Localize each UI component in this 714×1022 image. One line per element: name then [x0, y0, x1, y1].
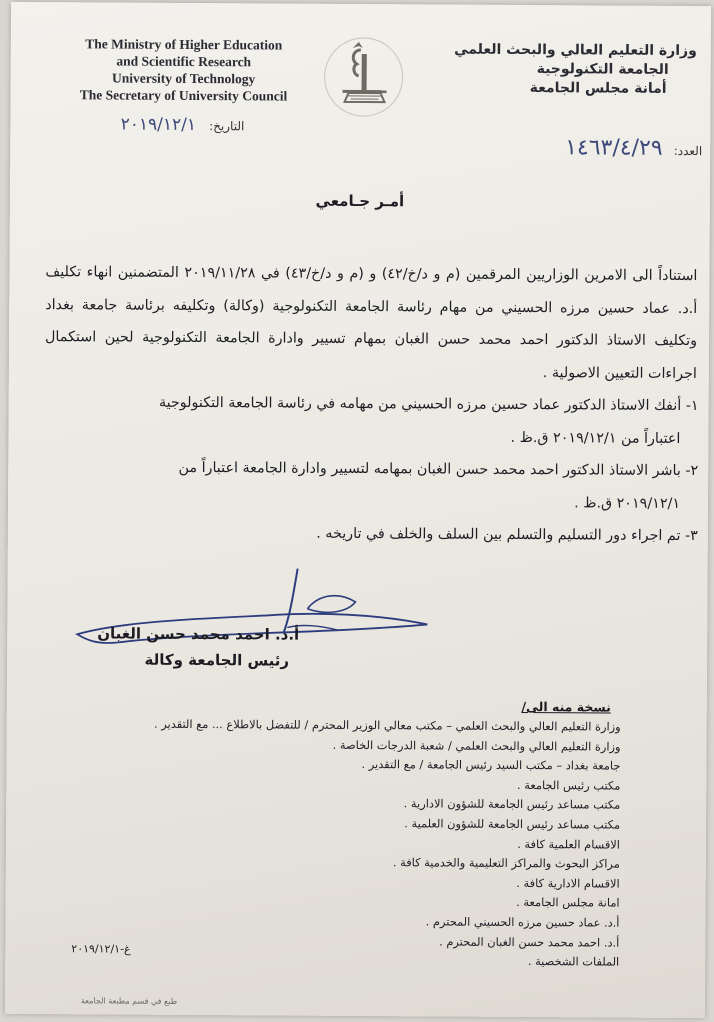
signature-block	[89, 620, 299, 673]
copy-recipient: مكتب مساعد رئيس الجامعة للشؤون العلمية .	[404, 816, 621, 832]
number-value: ١٤٦٣/٤/٢٩	[565, 135, 663, 161]
header-en-line: University of Technology	[111, 70, 256, 87]
number-field	[502, 135, 702, 161]
header-en-line: The Ministry of Higher Education	[85, 36, 283, 53]
copy-recipient: وزارة التعليم العالي والبحث العلمي – مكتب معالي الوزير المحترم / للتفضل بالاطلاع ... مع التقدير .	[154, 716, 621, 734]
copy-recipient: مكتب مساعد رئيس الجامعة للشؤون الادارية .	[403, 796, 621, 812]
header-ar-line: أمانة مجلس الجامعة	[529, 80, 667, 97]
document-page	[5, 2, 711, 1018]
order-paragraph: استناداً الى الامرين الوزاريين المرقمين (م و د/خ/٤٢) و (م و د/خ/٤٣) في ٢٠١٩/١١/٢٨ المتضمنين انهاء تكليف أ.د. عماد حسين مرزه الحسيني من مهام رئاسة الجامعة التكنولوجية (وكالة) وتكليفه برئاسة جامعة بغداد وتكليف الاستاذ الدكتور احمد محمد حسن الغبان بمهام تسيير وادارة الجامعة التكنولوجية لحين استكمال اجراءات التعيين الاصولية .	[45, 264, 698, 382]
header-arabic	[437, 40, 697, 99]
footer-ref: غ-٢٠١٩/١٢/١	[71, 942, 131, 956]
header-en-line: The Secretary of University Council	[79, 87, 288, 104]
university-logo	[322, 36, 404, 118]
copy-recipient: أ.د. احمد محمد حسن الغبان المحترم .	[439, 934, 620, 950]
order-item-line: ٢٠١٩/١٢/١ ق.ظ .	[574, 494, 681, 512]
number-label: العدد:	[673, 143, 703, 159]
footer-printer: طبع في قسم مطبعة الجامعة	[80, 996, 178, 1006]
copies-list	[5, 714, 621, 973]
copy-recipient: وزارة التعليم العالي والبحث العلمي / شعبة الدرجات الخاصة .	[332, 737, 621, 754]
copy-recipient: الاقسام الادارية كافة .	[516, 875, 620, 891]
copies-heading: نسخة منه الى/	[521, 699, 611, 715]
order-item-line: ١- أنفك الاستاذ الدكتور عماد حسين مرزه الحسيني من مهامه في رئاسة الجامعة التكنولوجية	[158, 394, 699, 415]
date-label: التاريخ:	[209, 119, 245, 134]
date-field	[74, 114, 244, 135]
order-item-line: ٢- باشر الاستاذ الدكتور احمد محمد حسن الغبان بمهامه لتسيير وادارة الجامعة اعتباراً من	[178, 459, 699, 480]
copy-recipient: الملفات الشخصية .	[527, 954, 620, 969]
order-item-line: اعتباراً من ٢٠١٩/١٢/١ ق.ظ .	[510, 429, 681, 447]
date-value: ٢٠١٩/١٢/١	[120, 114, 197, 136]
order-item-line: ٣- تم اجراء دور التسليم والتسلم بين السلف والخلف في تاريخه .	[316, 525, 698, 545]
document-title: أمـر جـامعي	[315, 191, 405, 211]
copy-recipient: امانة مجلس الجامعة .	[516, 895, 620, 910]
copy-recipient: الاقسام العلمية كافة .	[517, 836, 621, 852]
copy-recipient: مراكز البحوث والمراكز التعليمية والخدمية كافة .	[392, 855, 620, 871]
signatory-position: رئيس الجامعة وكالة	[144, 650, 290, 670]
copy-recipient: مكتب رئيس الجامعة .	[516, 777, 621, 793]
header-english	[48, 35, 318, 105]
signatory-name: أ.د. احمد محمد حسن الغبان	[97, 624, 300, 644]
copy-recipient: أ.د. عماد حسين مرزه الحسيني المحترم .	[425, 914, 620, 930]
header-ar-line: وزارة التعليم العالي والبحث العلمي	[454, 41, 697, 60]
header-ar-line: الجامعة التكنولوجية	[536, 61, 669, 78]
order-items	[46, 386, 699, 552]
header-en-line: and Scientific Research	[116, 53, 252, 70]
copy-recipient: جامعة بغداد – مكتب السيد رئيس الجامعة / مع التقدير .	[361, 757, 621, 773]
